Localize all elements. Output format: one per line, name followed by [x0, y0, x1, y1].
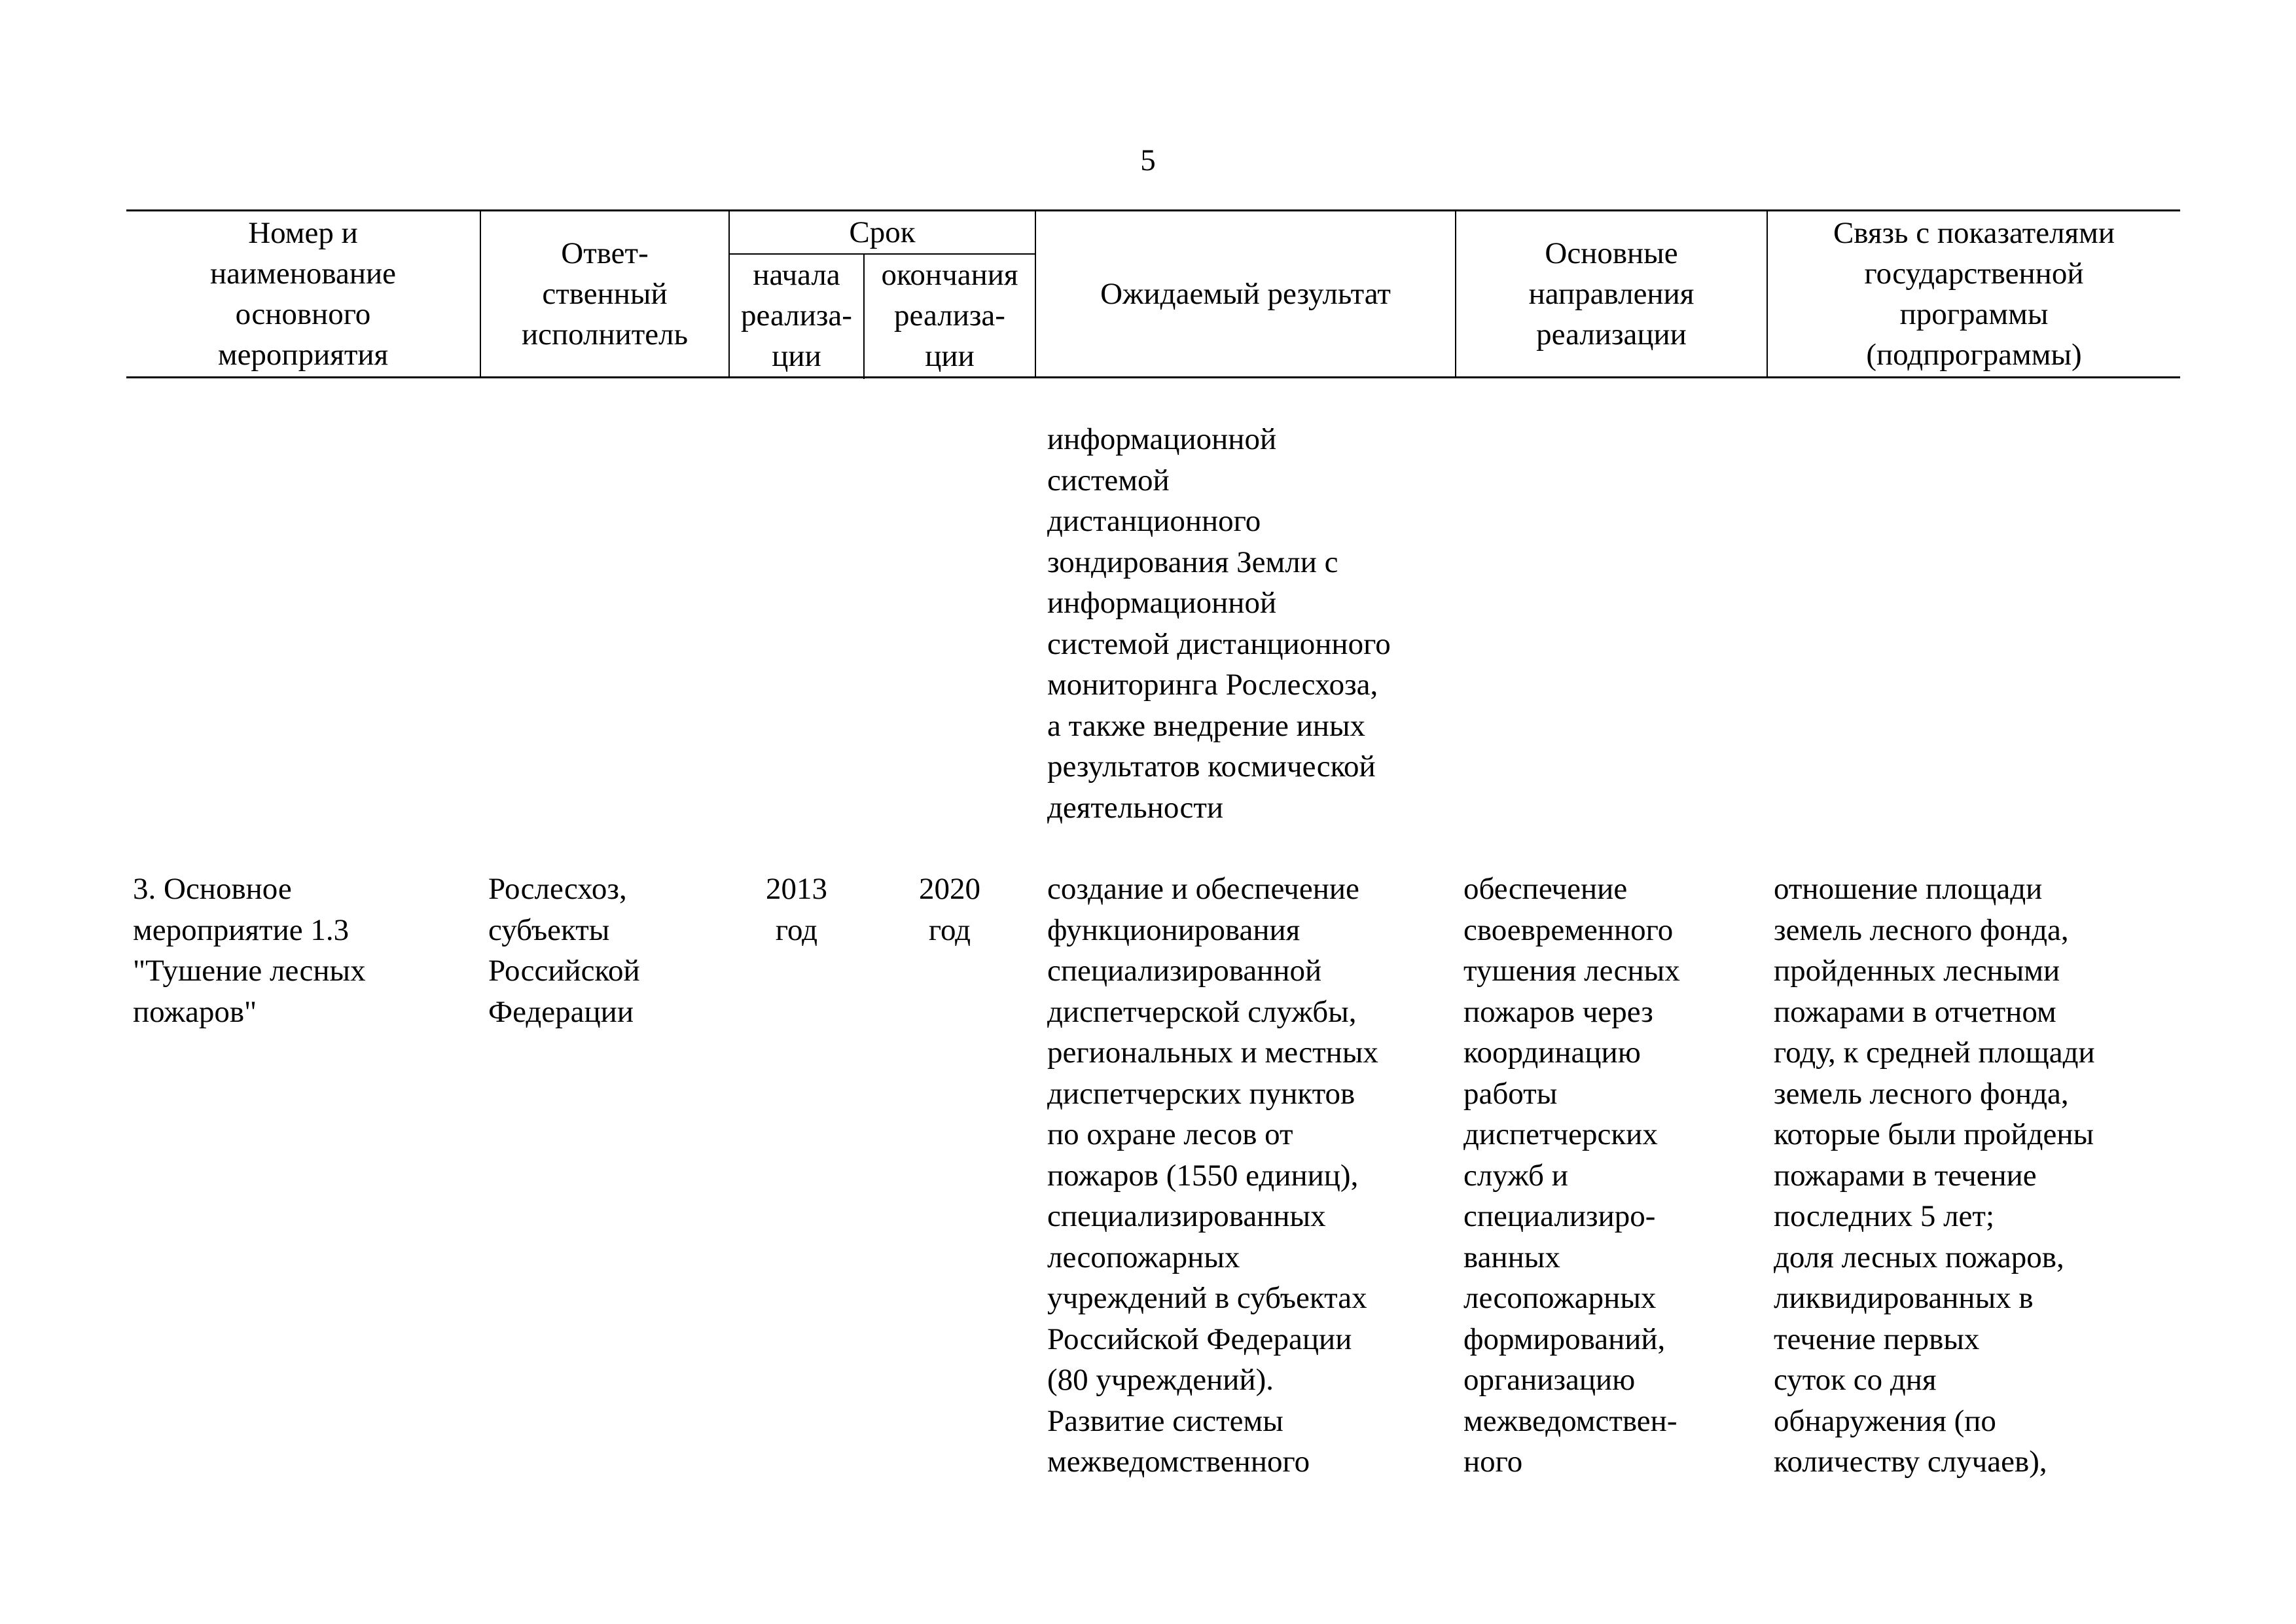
continuation-result-cell: информационной системой дистанционного зондирования Земли с информационной системой дистанционного мониторинга Рослесхоза, а также внедрение иных результатов космической деятельности	[1047, 422, 1391, 825]
table-header	[126, 209, 2180, 378]
header-term-end: окончания реализа- ции	[881, 258, 1018, 373]
row-end-cell: 2020 год	[919, 872, 980, 947]
header-executor: Ответ- ственный исполнитель	[521, 236, 689, 352]
row-indicators-cell: отношение площади земель лесного фонда, пройденных лесными пожарами в отчетном году, к средней площади земель лесного фонда, которые были пройдены пожарами в течение последних 5 лет; доля лесных пожаров, ликвидированных в течение первых суток со дня обнаружения (по количеству случаев),	[1774, 872, 2095, 1479]
header-term-start: начала реализа- ции	[741, 258, 852, 373]
row-directions-cell: обеспечение своевременного тушения лесных пожаров через координацию работы диспетчерских служб и специализиро- ванных лесопожарных формирований, организацию межведомствен- ного	[1463, 872, 1680, 1479]
header-result: Ожидаемый результат	[1100, 277, 1391, 311]
row-result-cell: создание и обеспечение функционирования специализированной диспетчерской службы, региональных и местных диспетчерских пунктов по охране лесов от пожаров (1550 единиц), специализированных лесопожарных учреждений в субъектах Российской Федерации (80 учреждений). Развитие системы межведомственного	[1047, 872, 1378, 1479]
header-indicators: Связь с показателями государственной программы (подпрограммы)	[1833, 216, 2115, 372]
page-number: 5	[1140, 143, 1156, 177]
header-term-group: Срок	[849, 215, 916, 249]
row-name-cell: 3. Основное мероприятие 1.3 "Тушение лесных пожаров"	[133, 872, 366, 1029]
header-name: Номер и наименование основного мероприятия	[209, 216, 397, 372]
row-executor-cell: Рослесхоз, субъекты Российской Федерации	[488, 872, 640, 1029]
header-directions: Основные направления реализации	[1528, 236, 1695, 352]
row-start-cell: 2013 год	[766, 872, 827, 947]
